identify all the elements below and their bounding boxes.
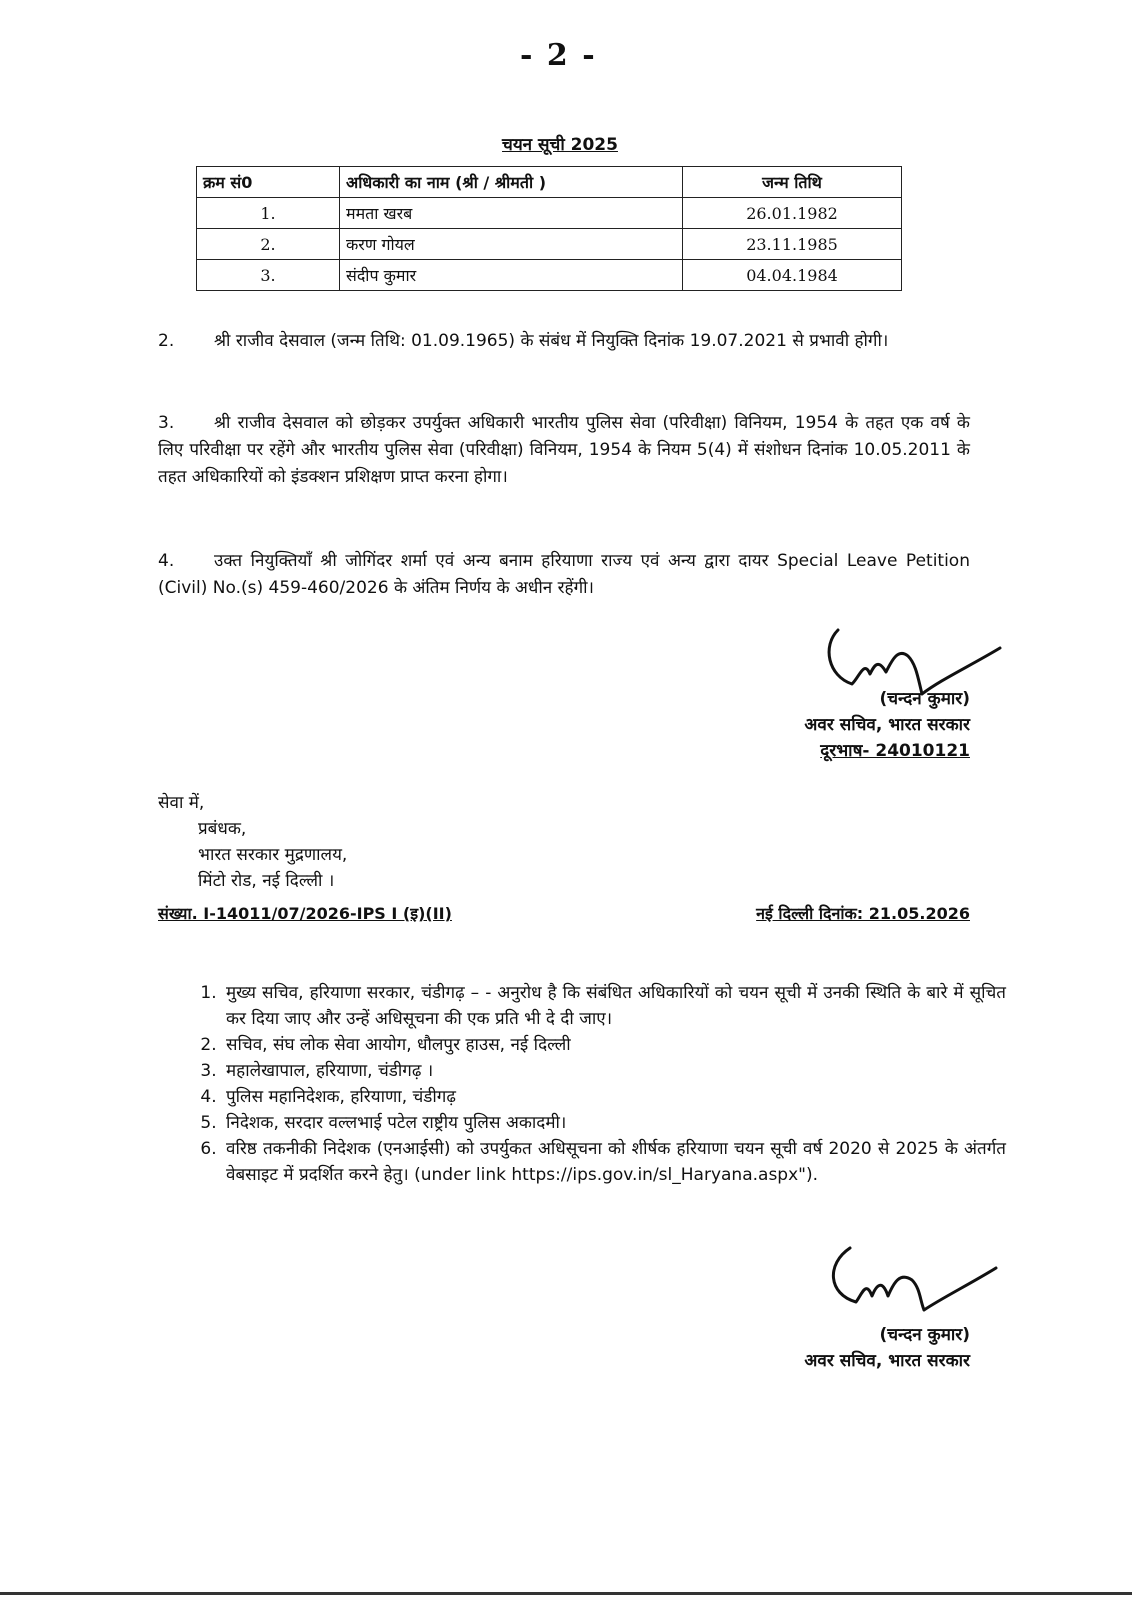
address-salutation: सेवा में, xyxy=(158,793,205,813)
reference-date: नई दिल्ली दिनांक: 21.05.2026 xyxy=(756,904,970,923)
signatory-designation: अवर सचिव, भारत सरकार xyxy=(804,715,970,735)
signatory-phone: दूरभाष- 24010121 xyxy=(820,741,970,761)
list-item: 5. निदेशक, सरदार वल्लभाई पटेल राष्ट्रीय पुलिस अकादमी। xyxy=(222,1110,1006,1136)
signature-2-image xyxy=(820,1240,1010,1322)
list-item: 3. महालेखापाल, हरियाणा, चंडीगढ़ । xyxy=(222,1058,1006,1084)
paragraph-text: श्री राजीव देसवाल (जन्म तिथि: 01.09.1965) के संबंध में नियुक्ति दिनांक 19.07.2021 से प्रभावी होगी। xyxy=(214,331,889,351)
page-bottom-border xyxy=(0,1592,1132,1595)
cell-name: करण गोयल xyxy=(340,229,683,260)
header-dob: जन्म तिथि xyxy=(683,167,902,198)
table-header-row xyxy=(197,167,902,198)
cell-sno: 2. xyxy=(197,229,340,260)
cell-name: ममता खरब xyxy=(340,198,683,229)
copy-to-list xyxy=(186,980,1006,1188)
table-row xyxy=(197,229,902,260)
paragraph-number: 4. xyxy=(158,551,175,571)
cell-dob: 23.11.1985 xyxy=(683,229,902,260)
signature-block-2 xyxy=(804,1322,970,1374)
cell-dob: 04.04.1984 xyxy=(683,260,902,291)
cell-dob: 26.01.1982 xyxy=(683,198,902,229)
address-line: प्रबंधक, xyxy=(198,819,247,839)
header-officer-name: अधिकारी का नाम (श्री / श्रीमती ) xyxy=(340,167,683,198)
address-block xyxy=(158,790,347,894)
cell-name: संदीप कुमार xyxy=(340,260,683,291)
table-row xyxy=(197,260,902,291)
header-sno: क्रम सं0 xyxy=(197,167,340,198)
list-item: 2. सचिव, संघ लोक सेवा आयोग, धौलपुर हाउस, नई दिल्ली xyxy=(222,1032,1006,1058)
paragraph-text: उक्त नियुक्तियाँ श्री जोगिंदर शर्मा एवं अन्य बनाम हरियाणा राज्य एवं अन्य द्वारा दायर Special Leave Petition (Civil) No.(s) 459-460/2026 के अंतिम निर्णय के अधीन रहेंगी। xyxy=(158,551,970,598)
signature-block-1 xyxy=(804,686,970,764)
reference-number: संख्या. I-14011/07/2026-IPS I (इ)(II) xyxy=(158,904,452,923)
paragraph-text: श्री राजीव देसवाल को छोड़कर उपर्युक्त अधिकारी भारतीय पुलिस सेवा (परिवीक्षा) विनियम, 1954 के तहत एक वर्ष के लिए परिवीक्षा पर रहेंगे और भारतीय पुलिस सेवा (परिवीक्षा) विनियम, 1954 के नियम 5(4) में संशोधन दिनांक 10.05.2011 के तहत अधिकारियों को इंडक्शन प्रशिक्षण प्राप्त करना होगा। xyxy=(158,413,970,487)
paragraph-4 xyxy=(158,548,970,602)
paragraph-number: 3. xyxy=(158,413,175,433)
paragraph-2 xyxy=(158,328,970,355)
signatory-designation: अवर सचिव, भारत सरकार xyxy=(804,1351,970,1371)
page-number: - 2 - xyxy=(520,38,597,73)
list-item: 1. मुख्य सचिव, हरियाणा सरकार, चंडीगढ़ – - अनुरोध है कि संबंधित अधिकारियों को चयन सूची में उनकी स्थिति के बारे में सूचित कर दिया जाए और उन्हें अधिसूचना की एक प्रति भी दे दी जाए। xyxy=(222,980,1006,1032)
selection-list-table xyxy=(196,166,902,291)
list-item: 6. वरिष्ठ तकनीकी निदेशक (एनआईसी) को उपर्युकत अधिसूचना को शीर्षक हरियाणा चयन सूची वर्ष 2020 से 2025 के अंतर्गत वेबसाइट में प्रदर्शित करने हेतु। (under link https://ips.gov.in/sl_Haryana.aspx"). xyxy=(222,1136,1006,1188)
list-item: 4. पुलिस महानिदेशक, हरियाणा, चंडीगढ़ xyxy=(222,1084,1006,1110)
address-line: भारत सरकार मुद्रणालय, xyxy=(198,845,348,865)
cell-sno: 1. xyxy=(197,198,340,229)
signatory-name: (चन्दन कुमार) xyxy=(879,1325,970,1345)
table-row xyxy=(197,198,902,229)
address-line: मिंटो रोड, नई दिल्ली । xyxy=(198,871,335,891)
paragraph-number: 2. xyxy=(158,331,175,351)
cell-sno: 3. xyxy=(197,260,340,291)
paragraph-3 xyxy=(158,410,970,491)
signatory-name: (चन्दन कुमार) xyxy=(879,689,970,709)
selection-list-title: चयन सूची 2025 xyxy=(502,135,618,155)
